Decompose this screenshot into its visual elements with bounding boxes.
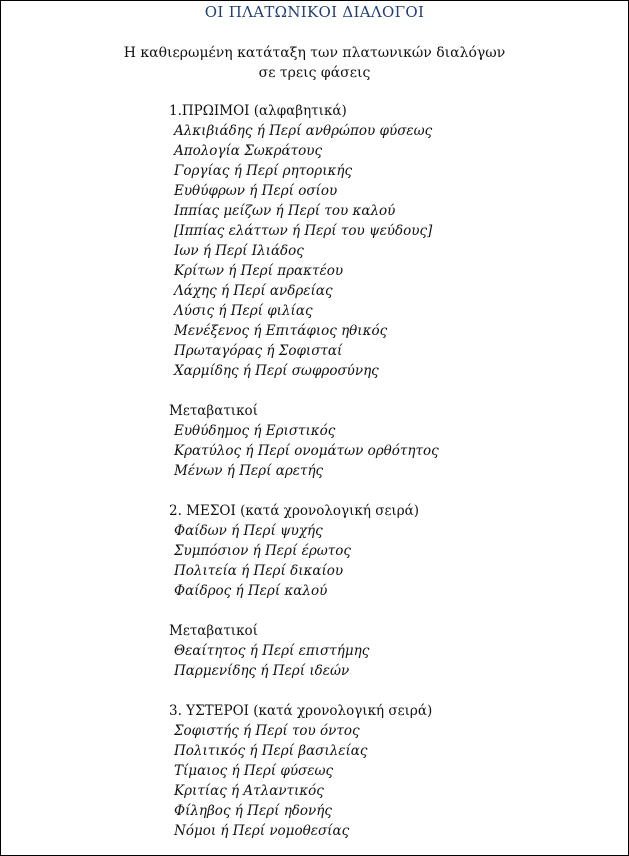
dialogue-item: [Ιππίας ελάττων ή Περί του ψεύδους]: [174, 223, 433, 239]
group-heading: Μεταβατικοί: [169, 403, 258, 419]
group-heading: 3. ΥΣΤΕΡΟΙ (κατά χρονολογική σειρά): [169, 703, 433, 719]
group-heading: 1.ΠΡΩΙΜΟΙ (αλφαβητικά): [169, 103, 347, 119]
dialogue-item: Φαίδρος ή Περί καλού: [174, 583, 328, 599]
dialogue-item: Παρμενίδης ή Περί ιδεών: [174, 663, 350, 679]
dialogue-group: [169, 101, 439, 381]
dialogue-item: Πολιτεία ή Περί δικαίου: [174, 563, 344, 579]
dialogue-item: Λύσις ή Περί φιλίας: [174, 303, 313, 319]
dialogue-group: [169, 621, 439, 681]
dialogue-item: Κρίτων ή Περί πρακτέου: [174, 263, 344, 279]
dialogue-group: [169, 401, 439, 481]
dialogue-item: Γοργίας ή Περί ρητορικής: [174, 163, 353, 179]
dialogue-item: Νόμοι ή Περί νομοθεσίας: [174, 823, 350, 839]
document-title: ΟΙ ΠΛΑΤΩΝΙΚΟΙ ΔΙΑΛΟΓΟΙ: [204, 3, 425, 21]
dialogue-item: Πρωταγόρας ή Σοφισταί: [174, 343, 343, 359]
dialogue-item: Μενέξενος ή Επιτάφιος ηθικός: [174, 323, 388, 339]
dialogue-item: Χαρμίδης ή Περί σωφροσύνης: [174, 363, 379, 379]
group-heading: Μεταβατικοί: [169, 623, 258, 639]
subtitle-line-2: σε τρεις φάσεις: [258, 65, 371, 81]
dialogue-item: Ευθύφρων ή Περί οσίου: [174, 183, 338, 199]
dialogue-group: [169, 701, 439, 841]
dialogue-item: Κριτίας ή Ατλαντικός: [174, 783, 324, 799]
dialogue-item: Μένων ή Περί αρετής: [174, 463, 324, 479]
dialogue-item: Ευθύδημος ή Εριστικός: [174, 423, 336, 439]
dialogue-item: Πολιτικός ή Περί βασιλείας: [174, 743, 368, 759]
subtitle-line-1: Η καθιερωμένη κατάταξη των πλατωνικών διαλόγων: [123, 45, 506, 61]
dialogue-item: Φίληβος ή Περί ηδονής: [174, 803, 332, 819]
dialogue-item: Φαίδων ή Περί ψυχής: [174, 523, 323, 539]
dialogue-list: [169, 101, 439, 841]
group-heading: 2. ΜΕΣΟΙ (κατά χρονολογική σειρά): [169, 503, 420, 519]
dialogue-item: Ιων ή Περί Ιλιάδος: [174, 243, 304, 259]
dialogue-group: [169, 501, 439, 601]
dialogue-item: Τίμαιος ή Περί φύσεως: [174, 763, 334, 779]
document-subtitle: [1, 43, 628, 83]
dialogue-item: Αλκιβιάδης ή Περί ανθρώπου φύσεως: [174, 123, 433, 139]
dialogue-item: Ιππίας μείζων ή Περί του καλού: [174, 203, 396, 219]
dialogue-item: Απολογία Σωκράτους: [174, 143, 323, 159]
dialogue-item: Συμπόσιον ή Περί έρωτος: [174, 543, 351, 559]
dialogue-item: Σοφιστής ή Περί του όντος: [174, 723, 360, 739]
dialogue-item: Λάχης ή Περί ανδρείας: [174, 283, 333, 299]
dialogue-item: Κρατύλος ή Περί ονομάτων ορθότητος: [174, 443, 439, 459]
dialogue-item: Θεαίτητος ή Περί επιστήμης: [174, 643, 370, 659]
